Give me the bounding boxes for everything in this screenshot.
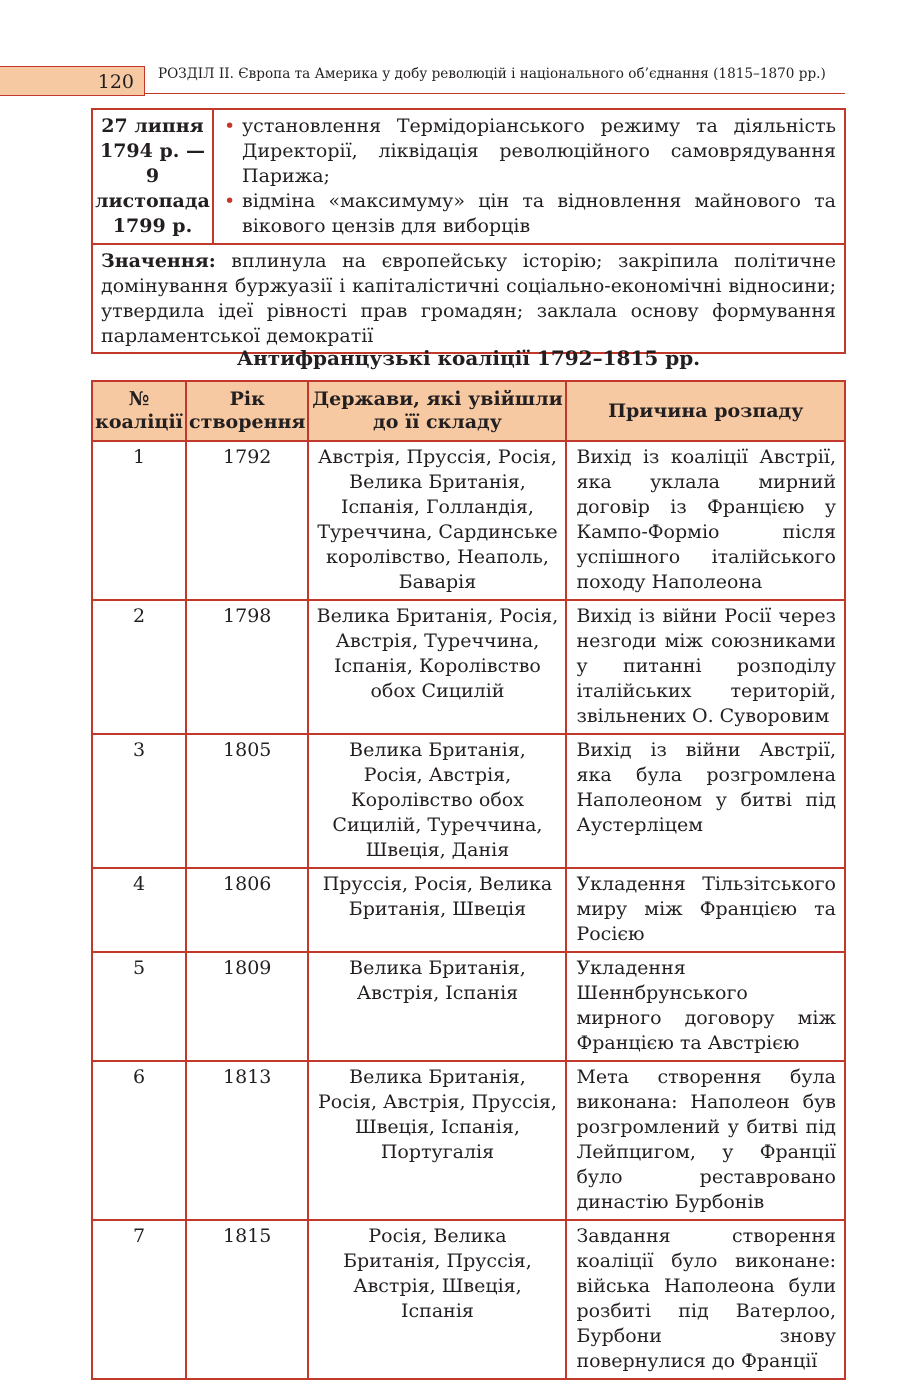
coalition-number: 2 [92,600,186,734]
date-line: 27 липня [101,115,204,137]
page-header [0,62,845,98]
states-line: Туреччина, Сардинське [317,521,558,543]
events-cell [213,109,845,244]
states-line: Росія, Велика [368,1225,507,1247]
header-rule [145,93,845,94]
header-num-line: № [128,388,150,410]
states-line: Британія, Швеція [348,898,527,920]
coalition-year: 1813 [186,1061,308,1220]
coalition-year: 1805 [186,734,308,868]
coalition-number: 6 [92,1061,186,1220]
thermidor-table [91,108,846,354]
coalition-states [308,734,566,868]
table-row [92,441,845,600]
states-line: Іспанія [401,1300,474,1322]
states-line: Королівство обох [350,789,524,811]
header-num [92,381,186,441]
coalition-number: 4 [92,868,186,952]
coalition-states [308,1061,566,1220]
states-line: Велика Британія, Росія, [316,605,559,627]
events-list [222,114,836,239]
coalition-year: 1792 [186,441,308,600]
coalition-number: 3 [92,734,186,868]
meaning-row [92,244,845,353]
date-line: 9 листопада [95,165,210,212]
states-line: Австрія, Іспанія [356,982,519,1004]
page-number: 120 [97,71,134,93]
states-line: Португалія [380,1141,495,1163]
coalition-states [308,441,566,600]
states-line: Росія, Австрія, Пруссія, [318,1091,557,1113]
states-line: Сицилій, Туреччина, [332,814,543,836]
coalition-states [308,868,566,952]
states-line: Баварія [398,571,477,593]
section-title: Антифранцузькі коаліції 1792–1815 рр. [236,346,701,370]
table-row [92,1061,845,1220]
states-line: Велика Британія, [349,471,526,493]
states-line: Іспанія, Голландія, [341,496,534,518]
dissolution-reason: Укладення Тільзітського миру між Францією та Росією [566,868,845,952]
table-body [92,441,845,1379]
states-line: Велика Британія, [349,1066,526,1088]
table-header-row [92,381,845,441]
states-line: Австрія, Швеція, [353,1275,522,1297]
coalition-number: 5 [92,952,186,1061]
states-line: Велика Британія, [349,739,526,761]
states-line: королівство, Неаполь, [326,546,549,568]
chapter-title: РОЗДІЛ ІІ. Європа та Америка у добу революцій і національного об’єднання (1815–1870 рр.) [158,66,826,82]
header-states-line: Держави, які увійшли [312,388,563,410]
date-cell [92,109,213,244]
event-item: • відміна «максимуму» цін та відновлення майнового та вікового цензів для виборців [222,189,836,239]
dissolution-reason: Мета створення була виконана: Наполеон був розгромлений у битві під Лейпцигом, у Франції було реставровано династію Бурбонів [566,1061,845,1220]
dissolution-reason: Вихід із коаліції Австрії, яка уклала мирний договір із Францією у Кампо-Форміо після успішного італійського походу Наполеона [566,441,845,600]
coalition-number: 1 [92,441,186,600]
table-row [92,734,845,868]
dissolution-reason: Завдання створення коаліції було виконане: війська Наполеона були розбиті під Ватерлоо, Бурбони знову повернулися до Франції [566,1220,845,1379]
meaning-text: вплинула на європейську історію; закріпила політичне домінування буржуазії і капіталістичні соціально-економічні відносини; утвердила ідеї рівності прав громадян; заклала основу формування парламентської демократії [101,250,836,347]
header-year [186,381,308,441]
dissolution-reason: Укладення Шеннбрунського мирного договору між Францією та Австрією [566,952,845,1061]
meaning-cell [92,244,845,353]
header-num-line: коаліції [95,411,183,433]
states-line: Пруссія, Росія, Велика [322,873,553,895]
states-line: Австрія, Туреччина, [335,630,540,652]
coalition-number: 7 [92,1220,186,1379]
states-line: Австрія, Пруссія, Росія, [318,446,557,468]
states-line: Швеція, Данія [365,839,510,861]
states-line: Швеція, Іспанія, [355,1116,520,1138]
event-item: • установлення Термідоріанського режиму та діяльність Директорії, ліквідація революційного самоврядування Парижа; [222,114,836,189]
states-line: Росія, Австрія, [363,764,512,786]
coalition-year: 1809 [186,952,308,1061]
coalition-states [308,1220,566,1379]
coalition-year: 1798 [186,600,308,734]
header-reason: Причина розпаду [566,381,845,441]
table-row [92,600,845,734]
page-number-tab [0,66,145,96]
coalition-year: 1815 [186,1220,308,1379]
dissolution-reason: Вихід із війни Австрії, яка була розгромлена Наполеоном у битві під Аустерліцем [566,734,845,868]
date-line: 1799 р. [112,215,193,237]
table-row [92,868,845,952]
coalitions-table [91,380,846,1380]
header-year-line: Рік [229,388,265,410]
header-states [308,381,566,441]
header-states-line: до її складу [373,411,502,433]
thermidor-row [92,109,845,244]
header-year-line: створення [189,411,306,433]
meaning-label: Значення: [101,250,216,272]
coalition-states [308,600,566,734]
coalition-year: 1806 [186,868,308,952]
coalition-states [308,952,566,1061]
date-line: 1794 р. — [99,140,205,162]
states-line: Велика Британія, [349,957,526,979]
table-row [92,1220,845,1379]
states-line: Британія, Пруссія, [343,1250,532,1272]
states-line: Іспанія, Королівство [334,655,541,677]
dissolution-reason: Вихід із війни Росії через незгоди між союзниками у питанні розподілу італійських територій, звільнених О. Суворовим [566,600,845,734]
states-line: обох Сицилій [370,680,505,702]
table-row [92,952,845,1061]
